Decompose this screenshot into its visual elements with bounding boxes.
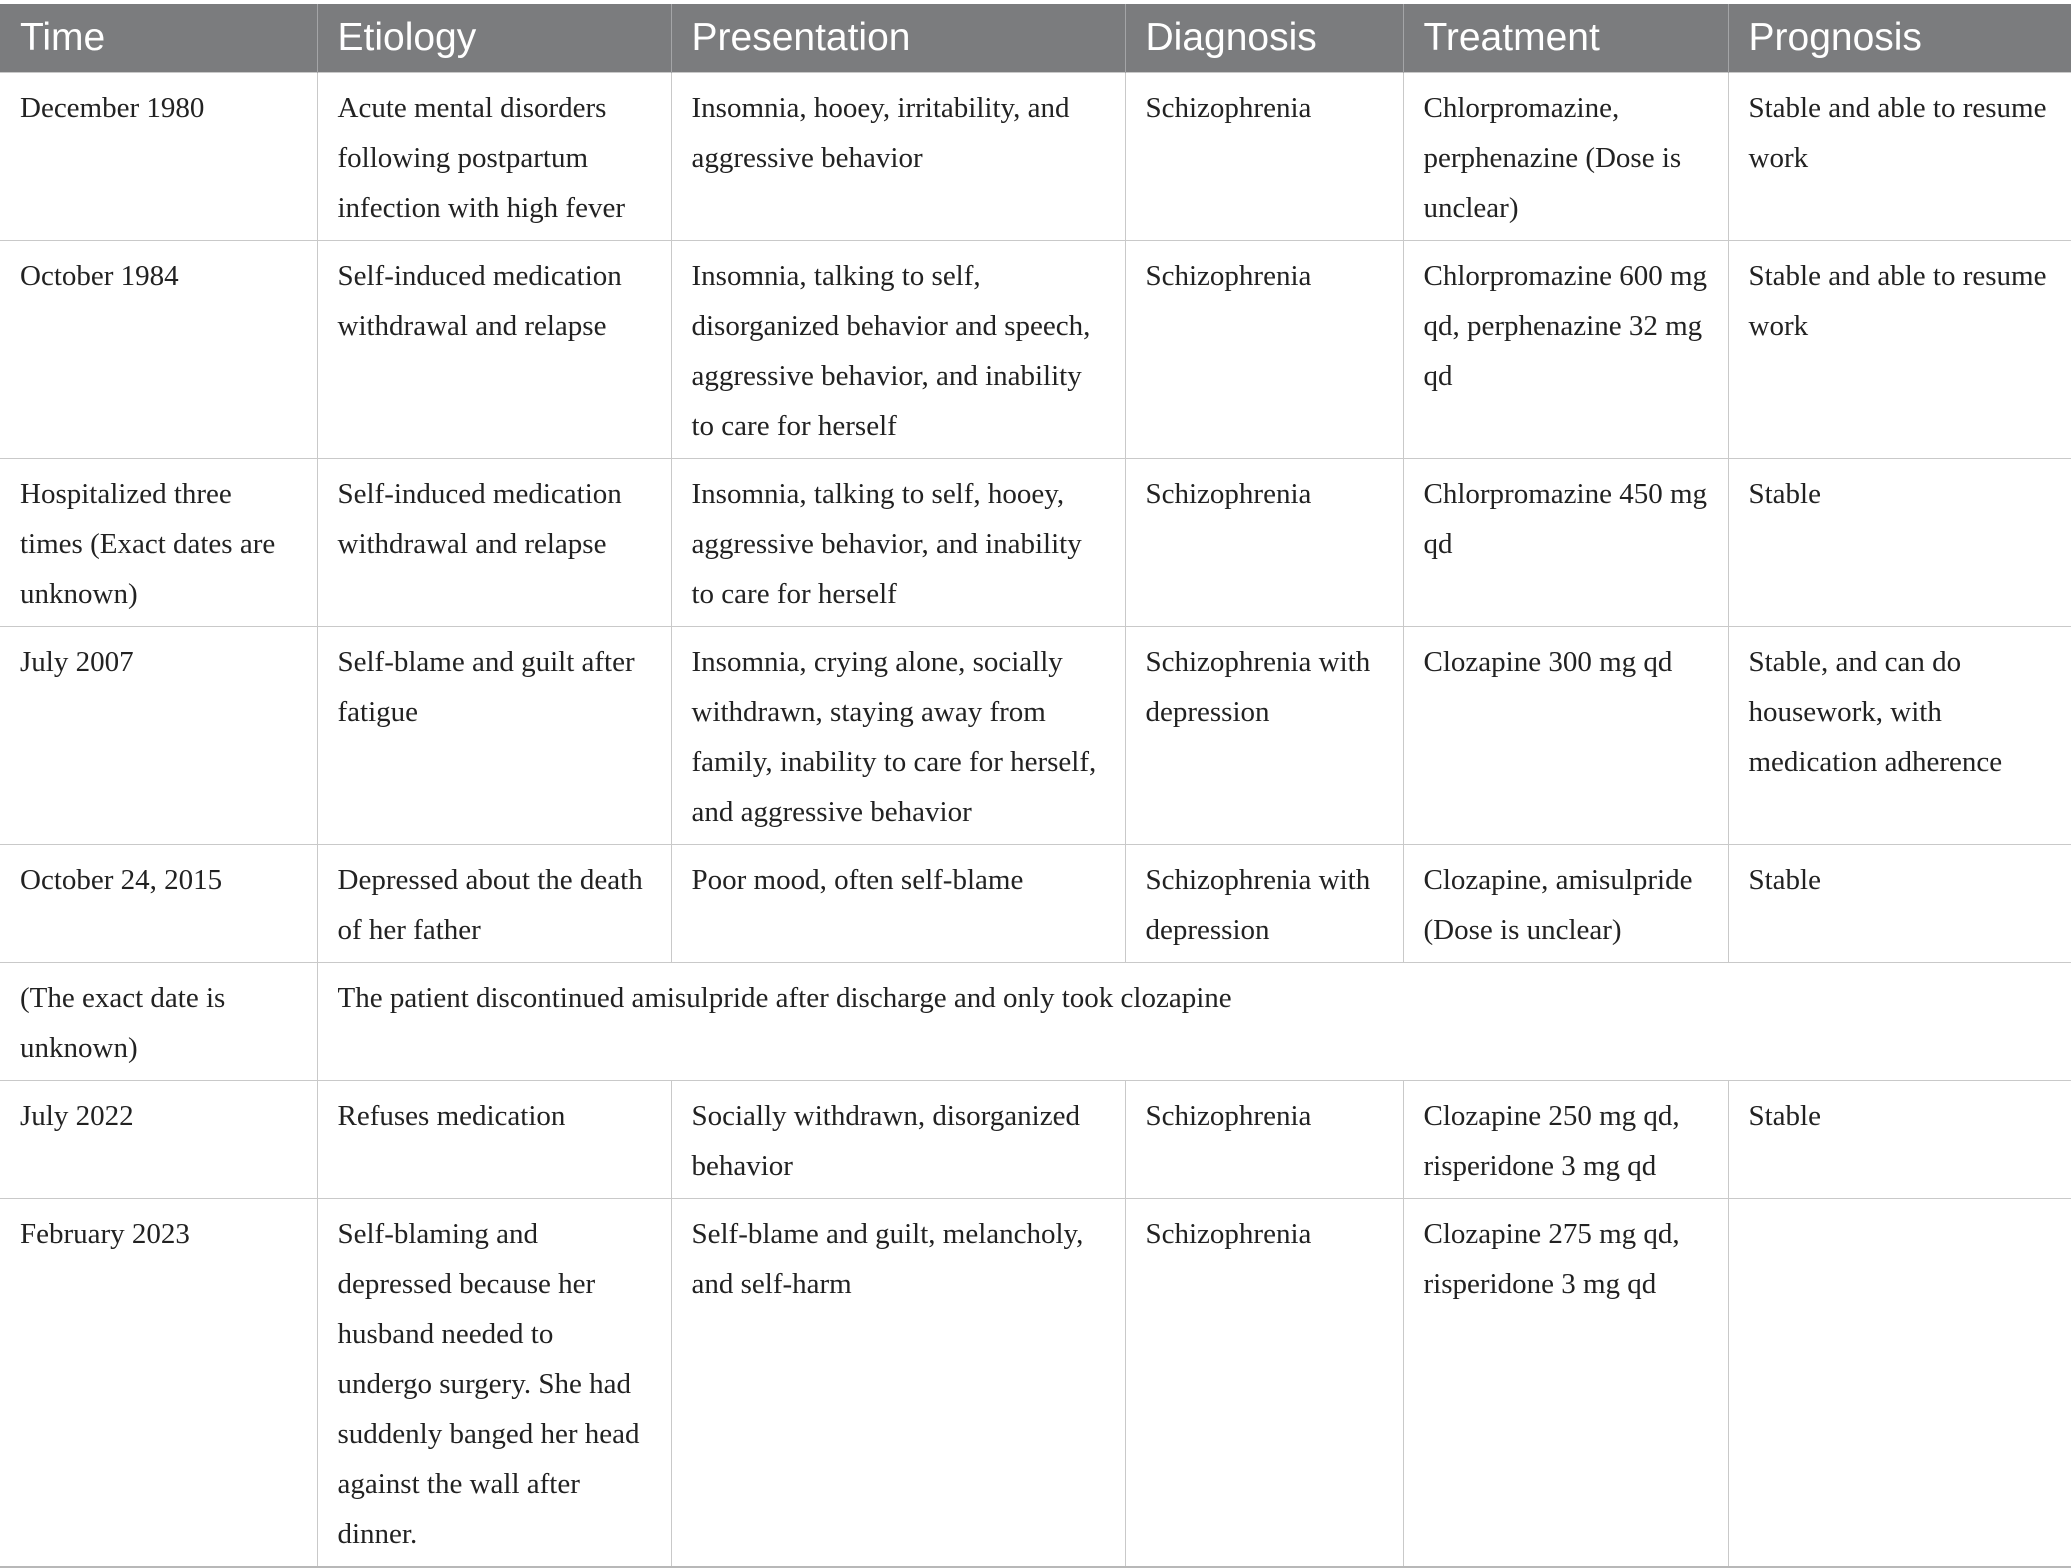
cell-prognosis: [1728, 1198, 2071, 1567]
header-prognosis: Prognosis: [1728, 4, 2071, 72]
cell-time: December 1980: [0, 72, 317, 240]
cell-prognosis: Stable and able to resume work: [1728, 72, 2071, 240]
table-row: [0, 240, 2071, 458]
cell-time: February 2023: [0, 1198, 317, 1567]
cell-note: The patient discontinued amisulpride after discharge and only took clozapine: [317, 962, 2071, 1080]
cell-time: October 1984: [0, 240, 317, 458]
cell-time: Hospitalized three times (Exact dates are unknown): [0, 458, 317, 626]
cell-diagnosis: Schizophrenia: [1125, 72, 1403, 240]
table-row: [0, 626, 2071, 844]
cell-time: July 2022: [0, 1080, 317, 1198]
cell-presentation: Poor mood, often self-blame: [671, 844, 1125, 962]
cell-diagnosis: Schizophrenia: [1125, 458, 1403, 626]
header-presentation: Presentation: [671, 4, 1125, 72]
cell-treatment: Clozapine 250 mg qd, risperidone 3 mg qd: [1403, 1080, 1728, 1198]
cell-treatment: Clozapine, amisulpride (Dose is unclear): [1403, 844, 1728, 962]
cell-presentation: Self-blame and guilt, melancholy, and self-harm: [671, 1198, 1125, 1567]
table-row: [0, 1198, 2071, 1567]
cell-diagnosis: Schizophrenia: [1125, 1080, 1403, 1198]
cell-diagnosis: Schizophrenia: [1125, 240, 1403, 458]
header-time: Time: [0, 4, 317, 72]
cell-prognosis: Stable: [1728, 844, 2071, 962]
cell-etiology: Self-induced medication withdrawal and relapse: [317, 458, 671, 626]
cell-time: October 24, 2015: [0, 844, 317, 962]
cell-presentation: Insomnia, talking to self, disorganized behavior and speech, aggressive behavior, and inability to care for herself: [671, 240, 1125, 458]
cell-presentation: Insomnia, talking to self, hooey, aggressive behavior, and inability to care for herself: [671, 458, 1125, 626]
header-etiology: Etiology: [317, 4, 671, 72]
header-row: [0, 4, 2071, 72]
table-row: [0, 1080, 2071, 1198]
cell-prognosis: Stable, and can do housework, with medication adherence: [1728, 626, 2071, 844]
table-row: [0, 72, 2071, 240]
cell-prognosis: Stable and able to resume work: [1728, 240, 2071, 458]
cell-time: July 2007: [0, 626, 317, 844]
cell-diagnosis: Schizophrenia with depression: [1125, 626, 1403, 844]
cell-etiology: Self-induced medication withdrawal and relapse: [317, 240, 671, 458]
cell-presentation: Insomnia, crying alone, socially withdrawn, staying away from family, inability to care for herself, and aggressive behavior: [671, 626, 1125, 844]
clinical-history-table: [0, 4, 2071, 1568]
cell-etiology: Refuses medication: [317, 1080, 671, 1198]
cell-etiology: Self-blame and guilt after fatigue: [317, 626, 671, 844]
table-row: [0, 844, 2071, 962]
cell-diagnosis: Schizophrenia with depression: [1125, 844, 1403, 962]
cell-prognosis: Stable: [1728, 458, 2071, 626]
table-row: [0, 962, 2071, 1080]
cell-presentation: Insomnia, hooey, irritability, and aggressive behavior: [671, 72, 1125, 240]
cell-presentation: Socially withdrawn, disorganized behavior: [671, 1080, 1125, 1198]
header-diagnosis: Diagnosis: [1125, 4, 1403, 72]
cell-etiology: Self-blaming and depressed because her husband needed to undergo surgery. She had suddenly banged her head against the wall after dinner.: [317, 1198, 671, 1567]
cell-treatment: Chlorpromazine 450 mg qd: [1403, 458, 1728, 626]
cell-etiology: Depressed about the death of her father: [317, 844, 671, 962]
cell-time: (The exact date is unknown): [0, 962, 317, 1080]
cell-treatment: Clozapine 300 mg qd: [1403, 626, 1728, 844]
cell-prognosis: Stable: [1728, 1080, 2071, 1198]
table-row: [0, 458, 2071, 626]
header-treatment: Treatment: [1403, 4, 1728, 72]
cell-diagnosis: Schizophrenia: [1125, 1198, 1403, 1567]
cell-treatment: Chlorpromazine, perphenazine (Dose is unclear): [1403, 72, 1728, 240]
cell-treatment: Chlorpromazine 600 mg qd, perphenazine 32 mg qd: [1403, 240, 1728, 458]
cell-treatment: Clozapine 275 mg qd, risperidone 3 mg qd: [1403, 1198, 1728, 1567]
cell-etiology: Acute mental disorders following postpartum infection with high fever: [317, 72, 671, 240]
